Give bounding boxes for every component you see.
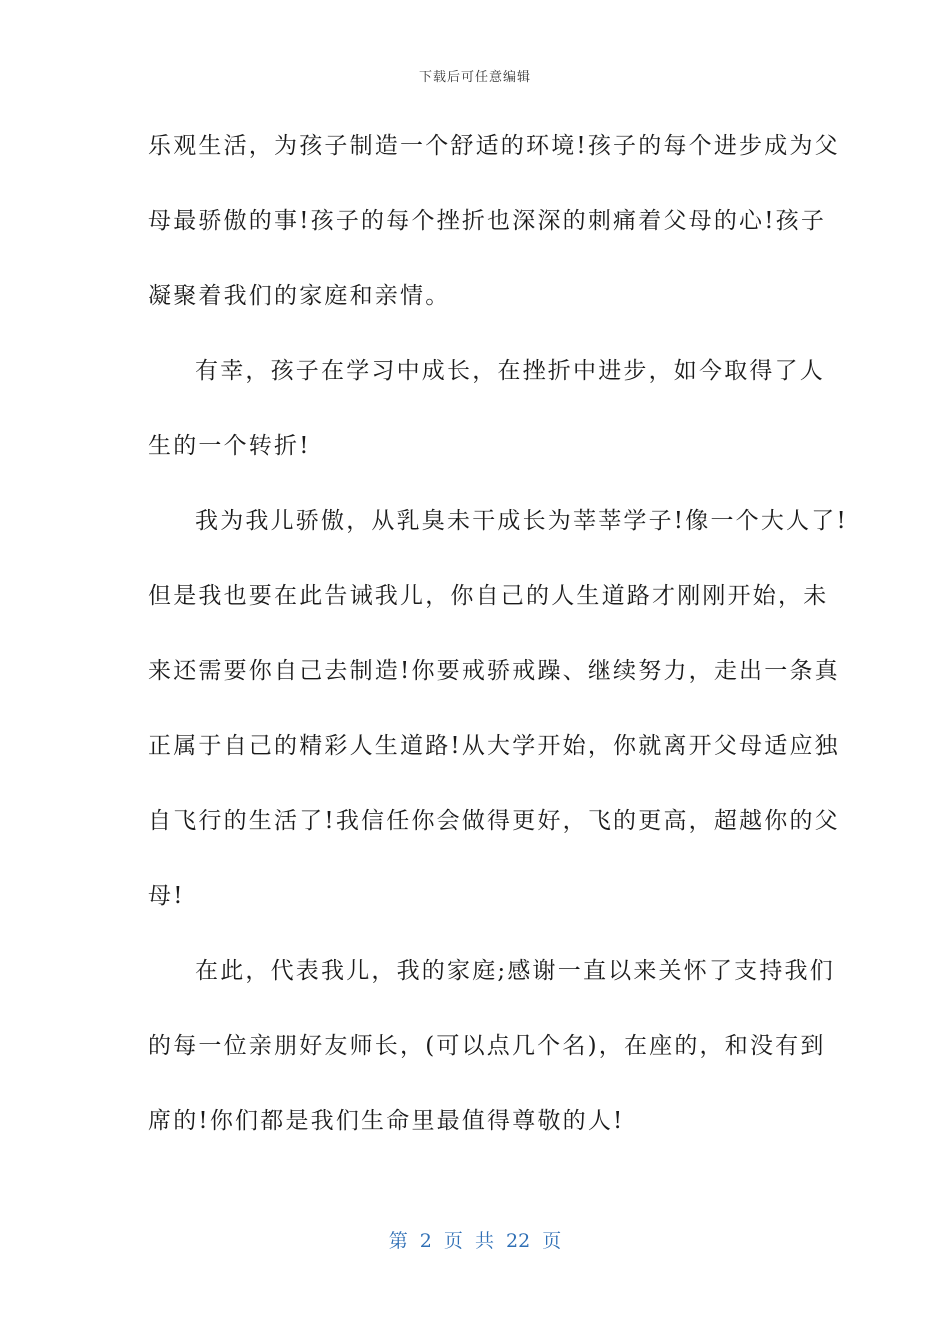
text-line: 自飞行的生活了!我信任你会做得更好，飞的更高，超越你的父 (148, 808, 840, 834)
text-line: 母最骄傲的事!孩子的每个挫折也深深的刺痛着父母的心!孩子 (148, 208, 827, 234)
text-line: 正属于自己的精彩人生道路!从大学开始，你就离开父母适应独 (148, 733, 840, 759)
paragraph-first-line: 我为我儿骄傲，从乳臭未干成长为莘莘学子!像一个大人了! (195, 508, 848, 534)
page-number-footer: 第 2 页 共 22 页 (388, 1230, 562, 1252)
page-header: 下载后可任意编辑 (418, 70, 531, 85)
text-line: 席的!你们都是我们生命里最值得尊敬的人! (148, 1108, 625, 1134)
paragraph-first-line: 有幸，孩子在学习中成长，在挫折中进步，如今取得了人 (195, 358, 825, 384)
text-line: 乐观生活，为孩子制造一个舒适的环境!孩子的每个进步成为父 (148, 133, 840, 159)
text-line: 的每一位亲朋好友师长，(可以点几个名)，在座的，和没有到 (148, 1033, 826, 1059)
paragraph-first-line: 在此，代表我儿，我的家庭;感谢一直以来关怀了支持我们 (195, 958, 835, 984)
text-line: 生的一个转折! (148, 433, 311, 459)
text-line: 来还需要你自己去制造!你要戒骄戒躁、继续努力，走出一条真 (148, 658, 840, 684)
text-line: 但是我也要在此告诫我儿，你自己的人生道路才刚刚开始，未 (148, 583, 829, 609)
document-body (148, 122, 848, 1172)
text-line: 母! (148, 883, 185, 909)
text-line: 凝聚着我们的家庭和亲情。 (148, 283, 451, 309)
